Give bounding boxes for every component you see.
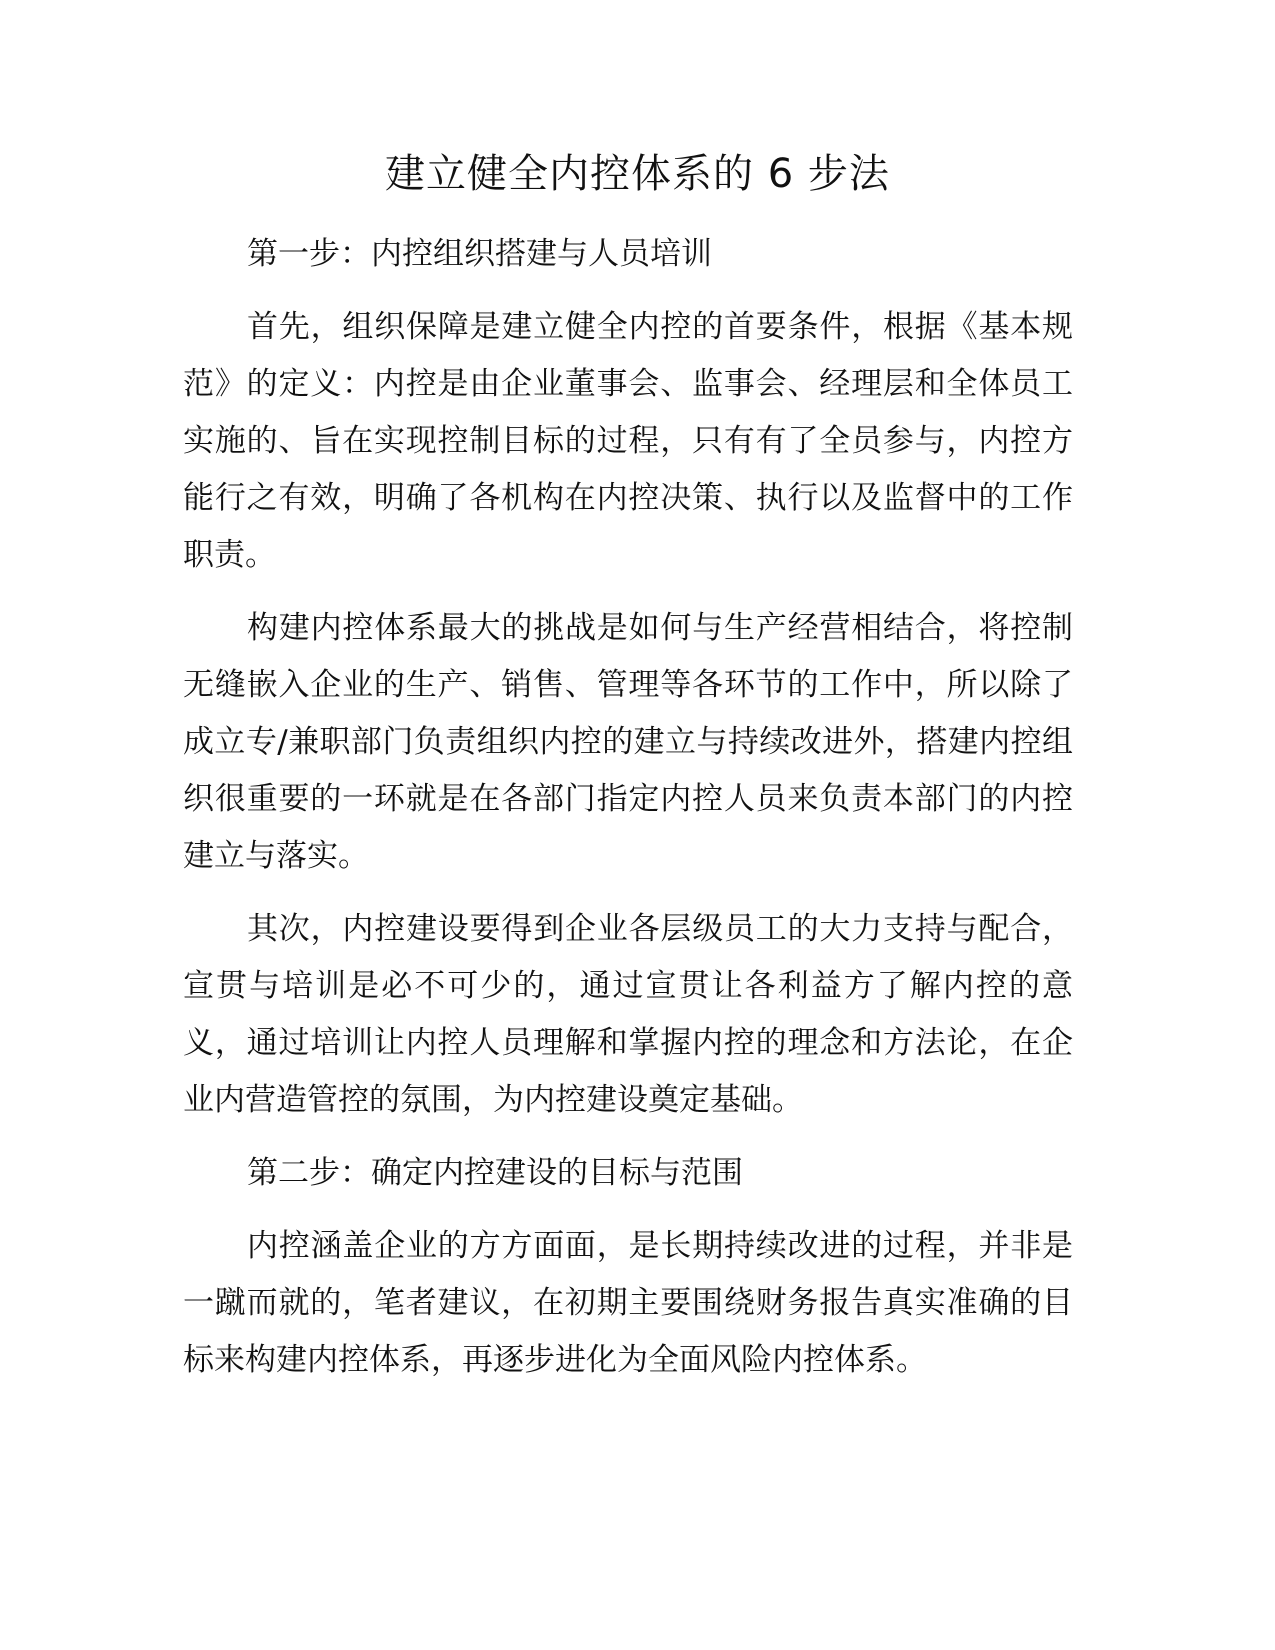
paragraph-scope: 内控涵盖企业的方方面面，是长期持续改进的过程，并非是一蹴而就的，笔者建议，在初期主要围绕财务报告真实准确的目标来构建内控体系，再逐步进化为全面风险内控体系。 — [183, 1228, 1073, 1378]
step-two-heading: 第二步：确定内控建设的目标与范围 — [247, 1155, 743, 1191]
paragraph-challenge: 构建内控体系最大的挑战是如何与生产经营相结合，将控制无缝嵌入企业的生产、销售、管理等各环节的工作中，所以除了成立专/兼职部门负责组织内控的建立与持续改进外，搭建内控组织很重要的一环就是在各部门指定内控人员来负责本部门的内控建立与落实。 — [183, 610, 1073, 874]
paragraph-training: 其次，内控建设要得到企业各层级员工的大力支持与配合，宣贯与培训是必不可少的，通过宣贯让各利益方了解内控的意义，通过培训让内控人员理解和掌握内控的理念和方法论，在企业内营造管控的氛围，为内控建设奠定基础。 — [183, 911, 1073, 1118]
document-body — [183, 226, 1073, 1405]
paragraph-organization: 首先，组织保障是建立健全内控的首要条件，根据《基本规范》的定义：内控是由企业董事会、监事会、经理层和全体员工实施的、旨在实现控制目标的过程，只有有了全员参与，内控方能行之有效，明确了各机构在内控决策、执行以及监督中的工作职责。 — [183, 309, 1073, 573]
step-one-heading: 第一步：内控组织搭建与人员培训 — [247, 236, 712, 272]
document-title: 建立健全内控体系的 6 步法 — [385, 151, 890, 197]
